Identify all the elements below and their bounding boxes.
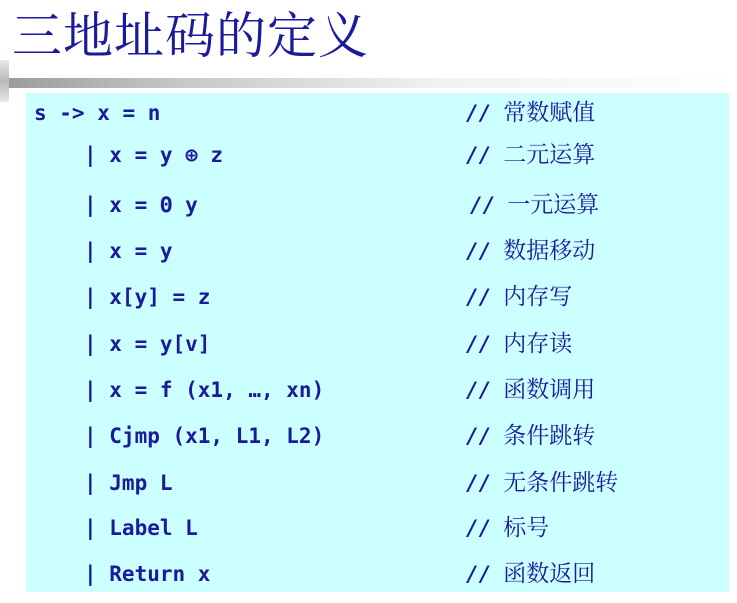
comment-text: 函数调用 [503, 377, 596, 403]
code-line [26, 508, 729, 548]
comment-text: 数据移动 [503, 238, 596, 264]
code-comment [466, 231, 595, 274]
title-underline-mark [0, 60, 9, 102]
comment-text: 内存写 [503, 284, 573, 310]
code-comment [466, 508, 549, 551]
comment-slashes: // [466, 378, 492, 402]
code-text: | x = y ⊕ z [84, 143, 224, 167]
code-line [26, 324, 729, 364]
comment-text: 常数赋值 [503, 100, 596, 126]
comment-slashes: // [466, 516, 492, 540]
code-text: | x = y [84, 239, 173, 263]
code-text: | Cjmp (x1, L1, L2) [84, 424, 325, 448]
comment-slashes: // [466, 332, 492, 356]
title-underline [0, 78, 737, 88]
code-line [26, 277, 729, 317]
code-comment [466, 416, 595, 459]
code-line [26, 135, 729, 175]
comment-text: 无条件跳转 [503, 470, 619, 496]
code-comment [466, 93, 595, 136]
code-line [26, 231, 729, 271]
code-text: | x = f (x1, …, xn) [84, 378, 325, 402]
code-comment [466, 324, 572, 367]
code-comment [466, 554, 595, 597]
code-comment [466, 135, 595, 178]
code-block [26, 93, 729, 592]
code-line [26, 416, 729, 456]
code-line [26, 93, 729, 133]
comment-slashes: // [466, 239, 492, 263]
comment-text: 条件跳转 [503, 423, 596, 449]
comment-text: 二元运算 [503, 142, 596, 168]
code-line [26, 185, 729, 225]
comment-slashes: // [466, 562, 492, 586]
comment-slashes: // [466, 143, 492, 167]
code-line [26, 554, 729, 594]
comment-slashes: // [466, 285, 492, 309]
code-text: | x = y[v] [84, 332, 211, 356]
code-comment [466, 370, 595, 413]
code-text: | Label L [84, 516, 198, 540]
code-line [26, 370, 729, 410]
code-text: | Return x [84, 562, 211, 586]
code-line [26, 463, 729, 503]
comment-text: 标号 [503, 515, 550, 541]
comment-slashes: // [466, 101, 492, 125]
code-text: s -> x = n [34, 101, 161, 125]
comment-text: 函数返回 [503, 561, 596, 587]
code-comment [466, 463, 618, 506]
code-text: | Jmp L [84, 471, 173, 495]
slide-title: 三地址码的定义 [12, 7, 369, 65]
comment-text: 内存读 [503, 331, 573, 357]
comment-text: 一元运算 [507, 192, 600, 218]
code-comment [466, 277, 572, 320]
code-text: | x[y] = z [84, 285, 211, 309]
comment-slashes: // [466, 424, 492, 448]
code-text: | x = Θ y [84, 193, 198, 217]
comment-slashes: // [466, 471, 492, 495]
comment-slashes: // [470, 193, 496, 217]
code-comment [470, 185, 599, 228]
